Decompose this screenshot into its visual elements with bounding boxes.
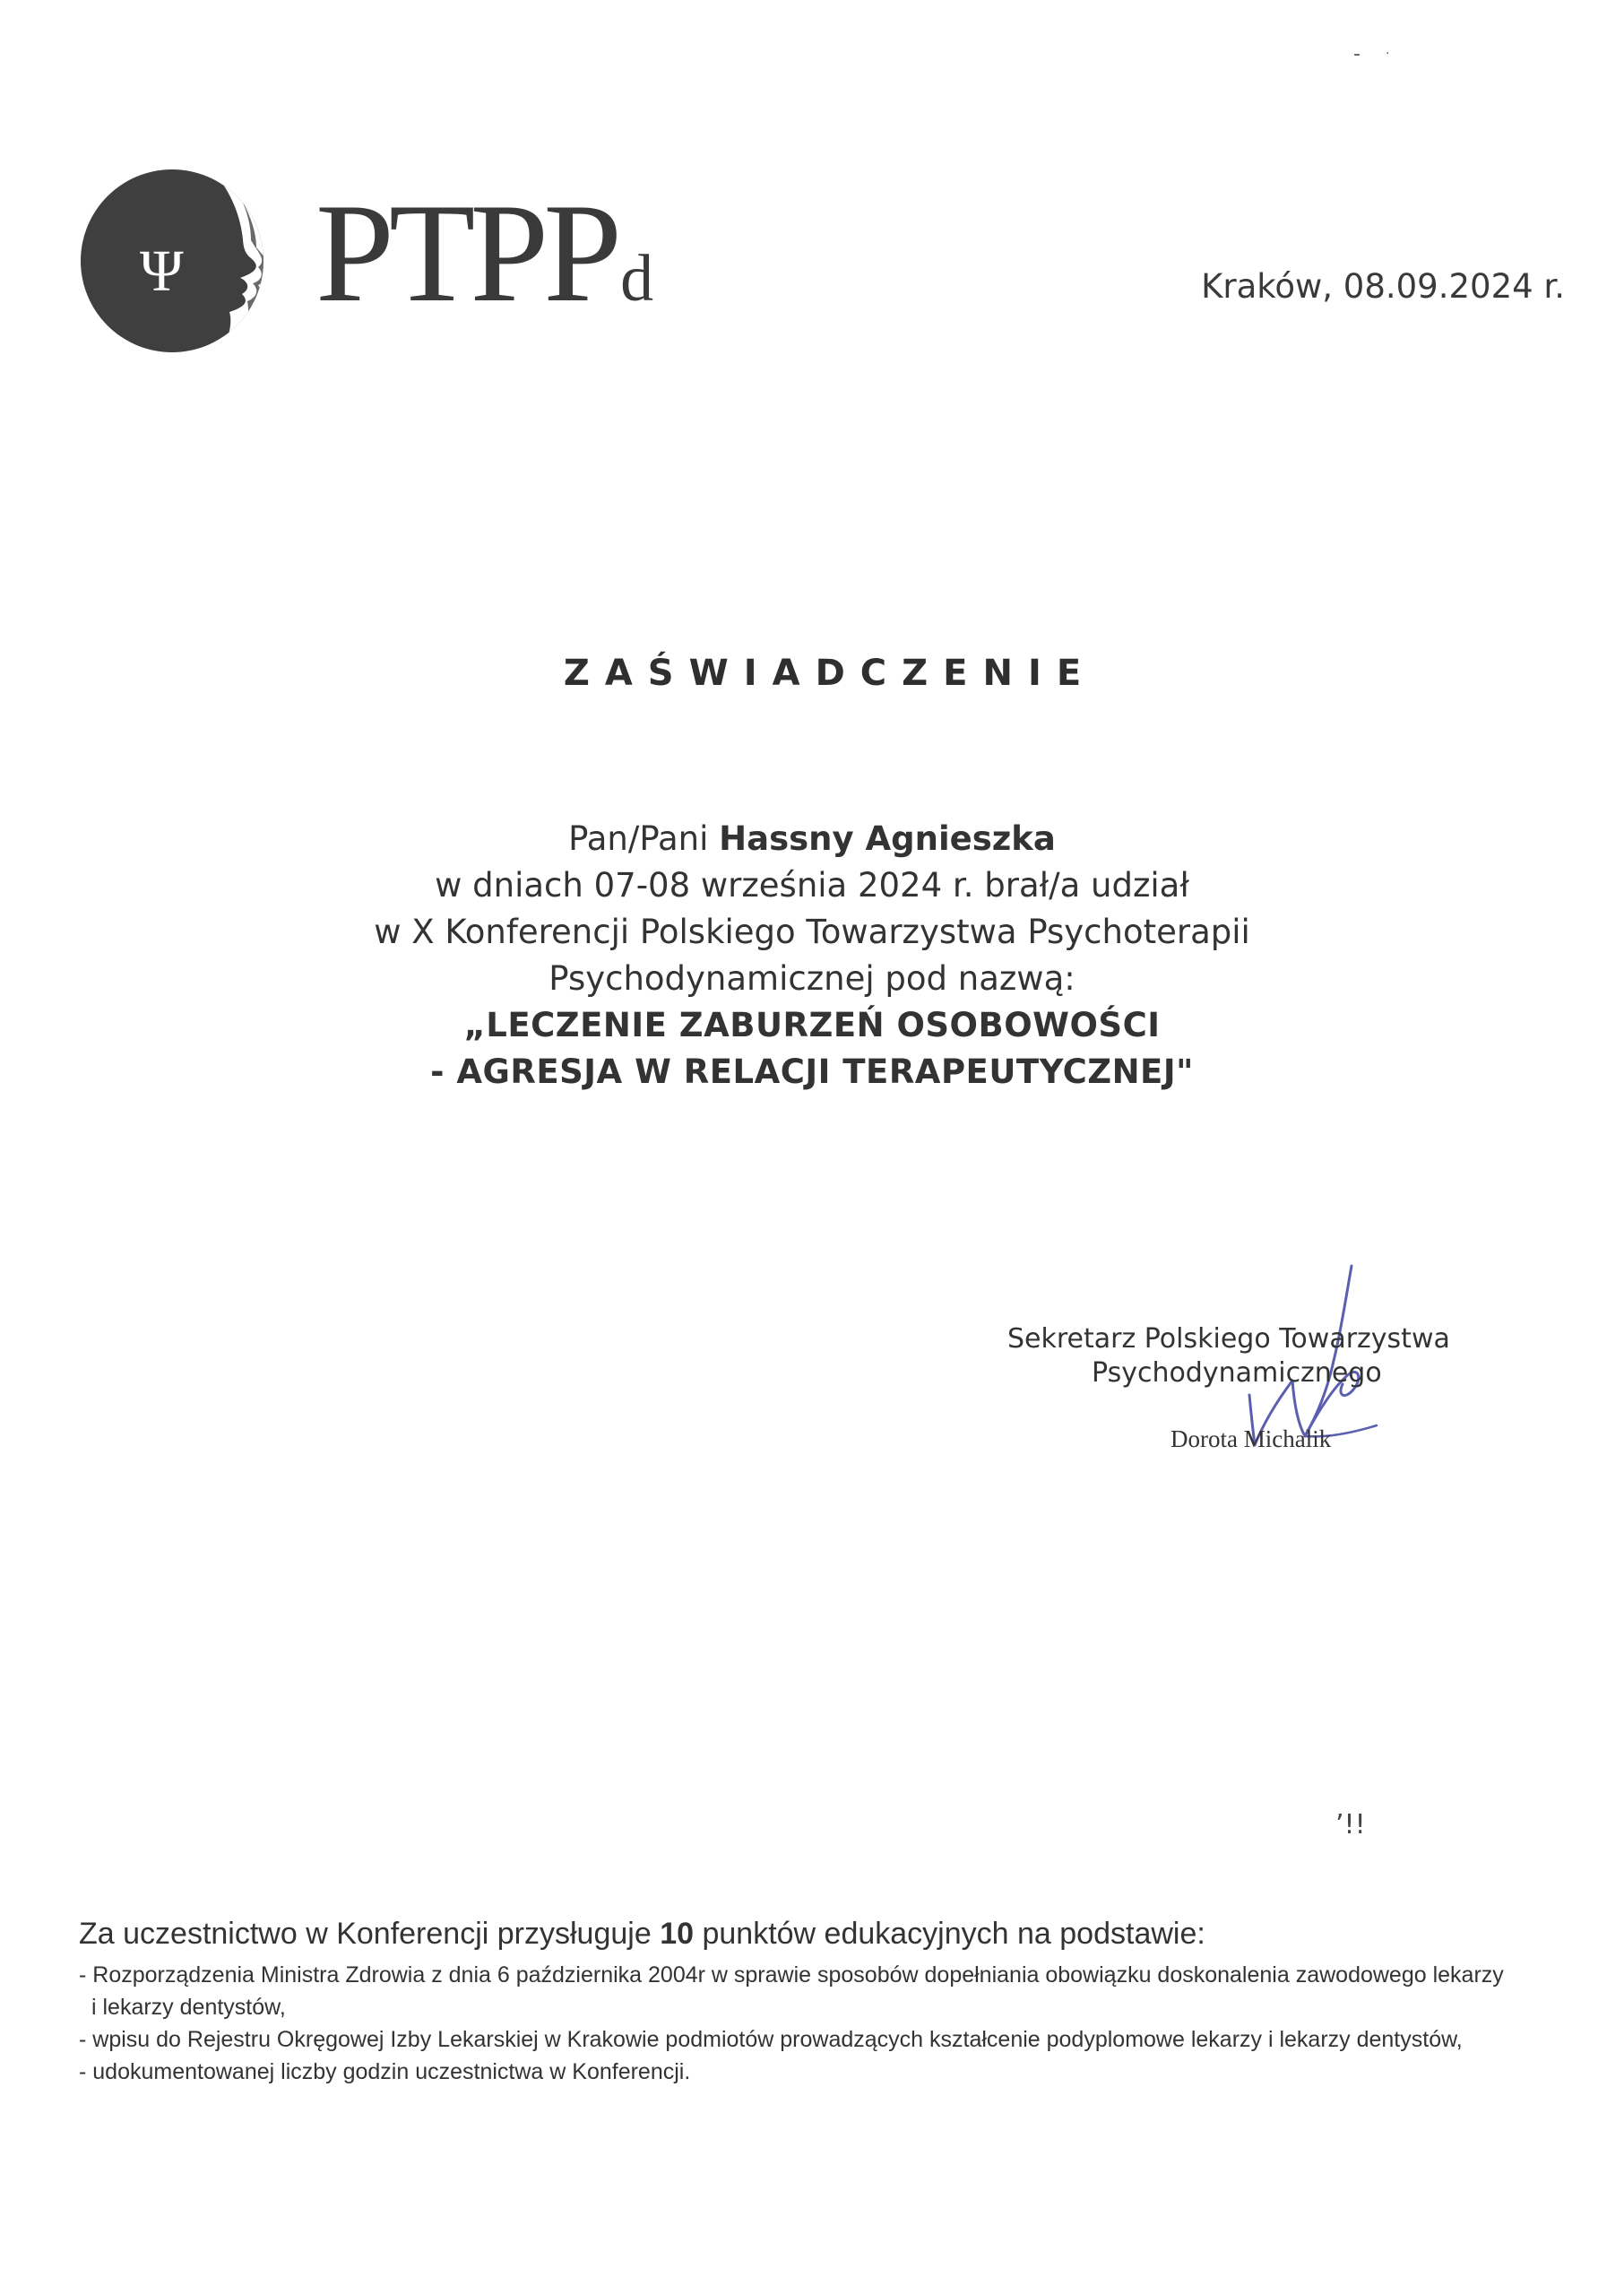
footer-notes — [79, 1917, 1513, 2088]
document-title: ZAŚWIADCZENIE — [563, 653, 1097, 694]
signatory-stamp-name: Dorota Michalik — [1170, 1425, 1332, 1452]
conference-title-line2: - AGRESJA W RELACJI TERAPEUTYCZNEJ" — [430, 1052, 1194, 1091]
signatory-role-line1: Sekretarz Polskiego Towarzystwa — [1007, 1323, 1450, 1355]
points-intro-after: punktów edukacyjnych na podstawie: — [694, 1917, 1205, 1951]
logo-subscript: d — [620, 242, 654, 316]
psi-symbol: Ψ — [140, 238, 184, 304]
logo-wordmark — [315, 175, 654, 332]
body-line-dates: w dniach 07-08 września 2024 r. brał/a udział — [435, 866, 1189, 905]
scan-speck: · — [1386, 47, 1390, 61]
body-line-name-intro: Psychodynamicznej pod nazwą: — [549, 959, 1075, 998]
signature-block — [950, 1323, 1542, 1485]
points-intro-before: Za uczestnictwo w Konferencji przysługuje — [79, 1917, 661, 1951]
legal-basis-item: - udokumentowanej liczby godzin uczestnictwa w Konferencji. — [79, 2059, 691, 2084]
conference-title-line1: „LECZENIE ZABURZEŃ OSOBOWOŚCI — [463, 1006, 1161, 1044]
points-value: 10 — [660, 1917, 695, 1951]
handwritten-mark: ʼ!! — [1335, 1809, 1366, 1840]
recipient-line — [0, 816, 1624, 862]
profile-psi-emblem-icon — [75, 167, 272, 355]
logo-text: PTPP — [315, 175, 618, 332]
document-date: Kraków, 08.09.2024 r. — [1201, 267, 1565, 306]
scan-speck: - — [1353, 43, 1361, 65]
points-statement — [79, 1917, 1513, 1952]
ptppd-logo — [75, 167, 654, 355]
body-line-conference: w X Konferencji Polskiego Towarzystwa Psychoterapii — [374, 913, 1250, 951]
legal-basis-item: - Rozporządzenia Ministra Zdrowia z dnia 6 października 2004r w sprawie sposobów dopełniania obowiązku doskonalenia zawodowego lekarzy i lekarzy dentystów, — [79, 1962, 1504, 2020]
signatory-role-line2: Psychodynamicznego — [1092, 1357, 1382, 1389]
legal-basis-item: - wpisu do Rejestru Okręgowej Izby Lekarskiej w Krakowie podmiotów prowadzących kształcenie podyplomowe lekarzy i lekarzy dentystów, — [79, 2027, 1463, 2052]
recipient-name: Hassny Agnieszka — [719, 819, 1056, 858]
certificate-body — [0, 816, 1624, 1096]
salutation: Pan/Pani — [568, 819, 709, 858]
